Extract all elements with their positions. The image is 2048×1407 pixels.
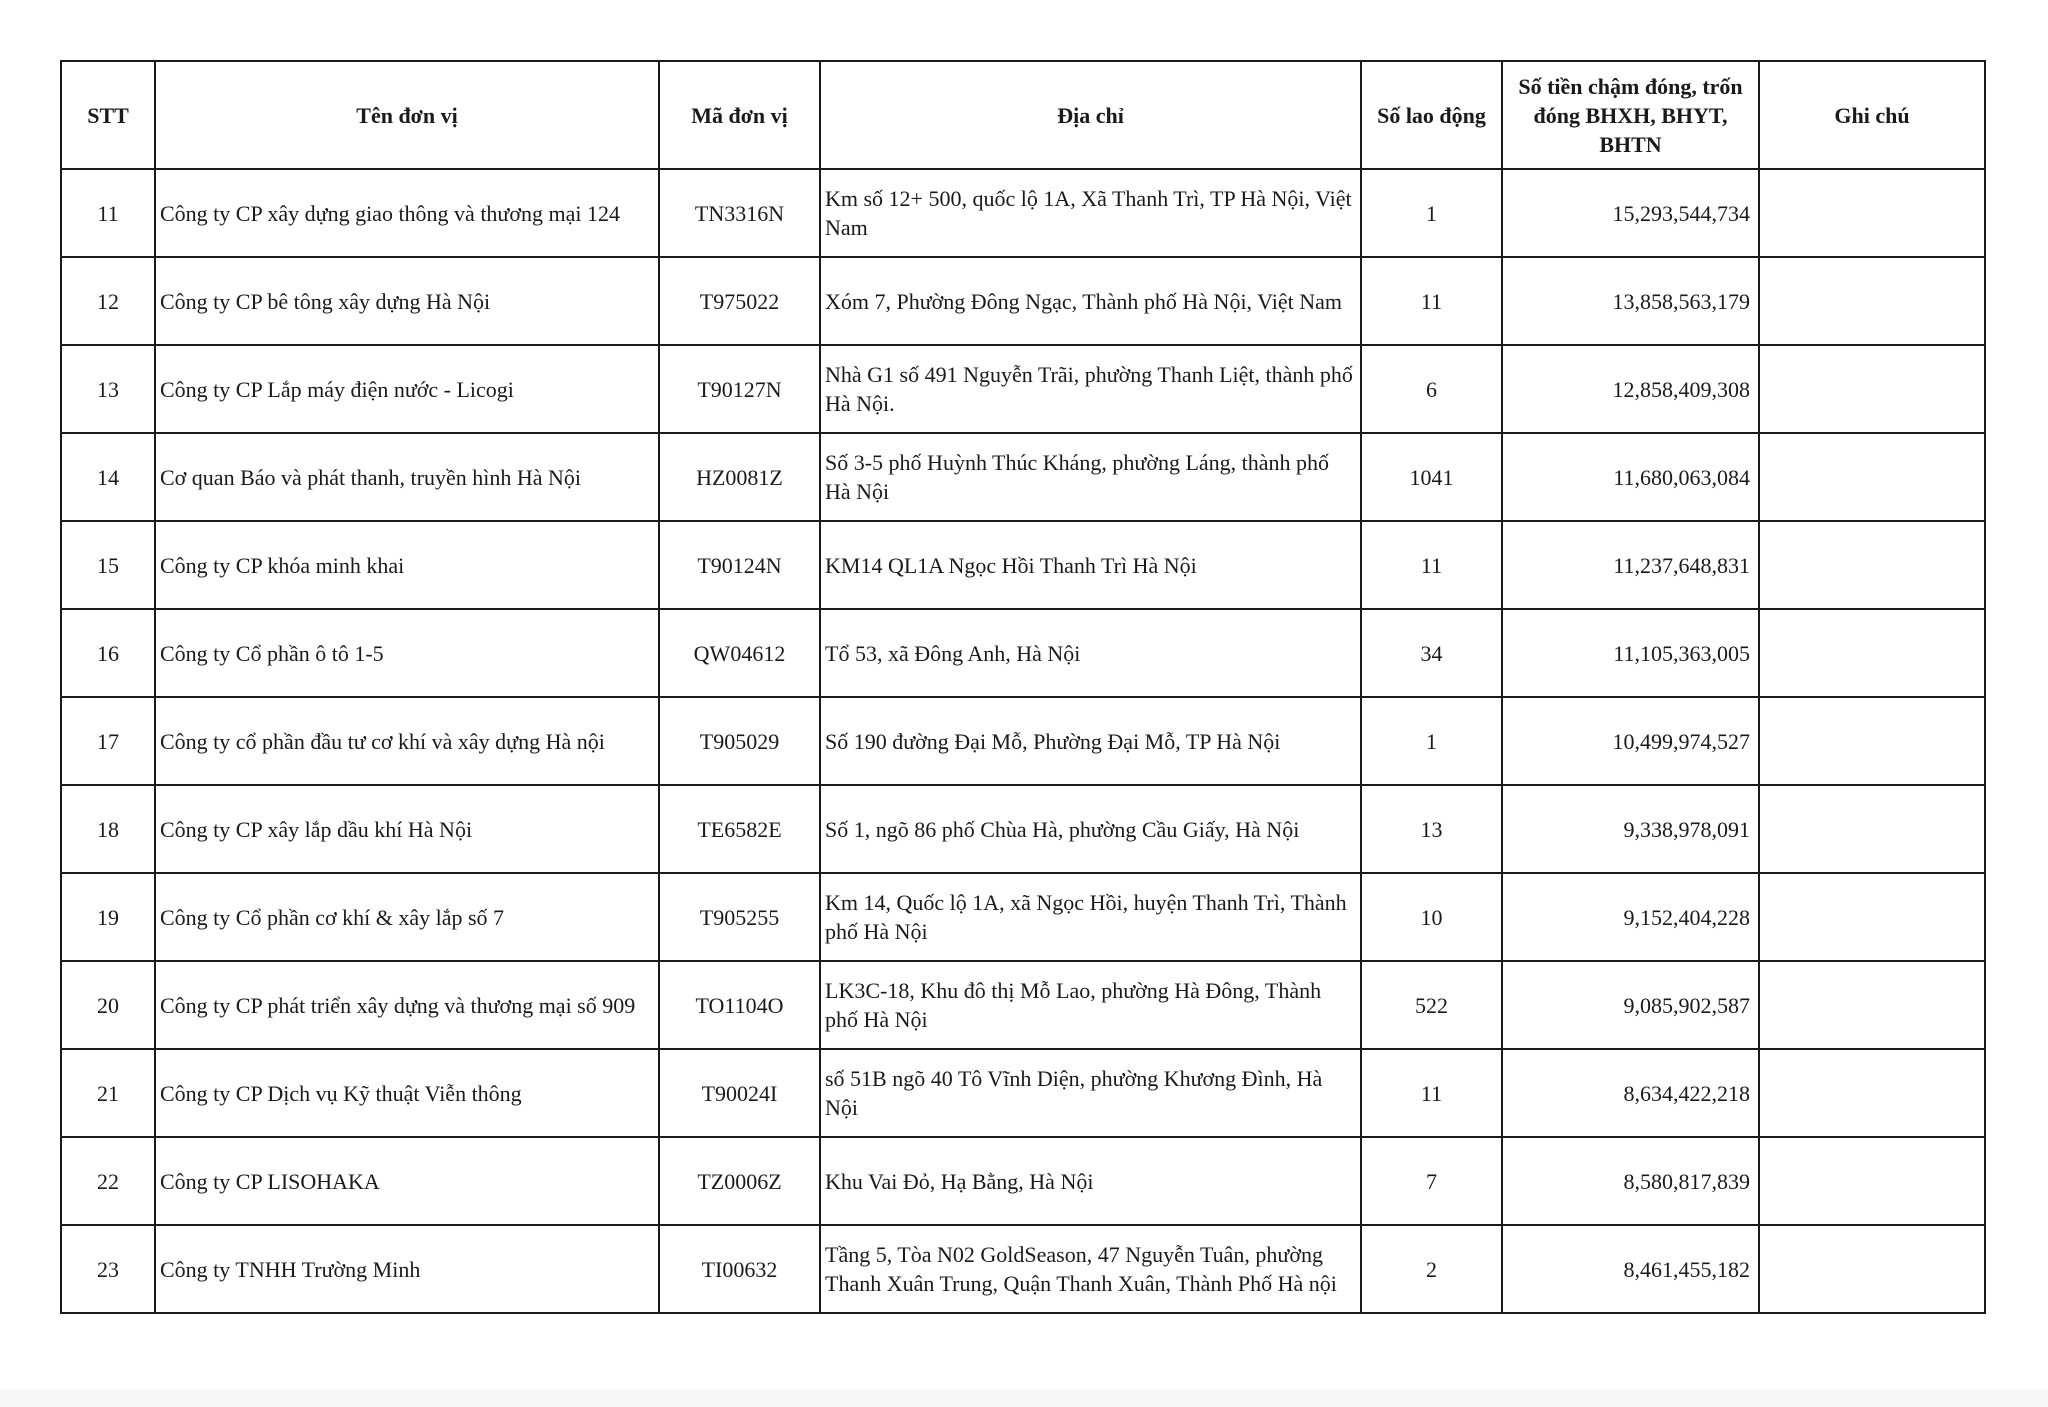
cell-stt: 13 [61,345,155,433]
cell-note [1759,169,1985,257]
cell-unit-name: Công ty CP phát triển xây dựng và thương mại số 909 [155,961,659,1049]
cell-note [1759,873,1985,961]
header-row [61,61,1985,169]
cell-unit-name: Công ty Cổ phần cơ khí & xây lắp số 7 [155,873,659,961]
cell-unit-name: Công ty CP Dịch vụ Kỹ thuật Viễn thông [155,1049,659,1137]
table-row [61,1137,1985,1225]
table-row [61,257,1985,345]
cell-stt: 16 [61,609,155,697]
cell-workers: 1041 [1361,433,1502,521]
cell-unit-code: HZ0081Z [659,433,820,521]
cell-unit-code: TN3316N [659,169,820,257]
cell-workers: 13 [1361,785,1502,873]
debt-table [60,60,1986,1314]
cell-note [1759,961,1985,1049]
cell-unit-code: QW04612 [659,609,820,697]
cell-unit-code: T90124N [659,521,820,609]
cell-unit-code: TZ0006Z [659,1137,820,1225]
cell-note [1759,345,1985,433]
cell-unit-name: Công ty CP bê tông xây dựng Hà Nội [155,257,659,345]
cell-amount: 8,461,455,182 [1502,1225,1759,1313]
cell-address: Km 14, Quốc lộ 1A, xã Ngọc Hồi, huyện Thanh Trì, Thành phố Hà Nội [820,873,1361,961]
header-address: Địa chỉ [820,61,1361,169]
cell-unit-name: Công ty CP LISOHAKA [155,1137,659,1225]
cell-workers: 1 [1361,697,1502,785]
cell-note [1759,785,1985,873]
cell-unit-code: TI00632 [659,1225,820,1313]
cell-workers: 2 [1361,1225,1502,1313]
table-row [61,873,1985,961]
cell-note [1759,1049,1985,1137]
cell-workers: 1 [1361,169,1502,257]
cell-unit-code: T90127N [659,345,820,433]
cell-stt: 21 [61,1049,155,1137]
table-row [61,169,1985,257]
header-stt: STT [61,61,155,169]
cell-address: Khu Vai Đỏ, Hạ Bằng, Hà Nội [820,1137,1361,1225]
cell-workers: 7 [1361,1137,1502,1225]
cell-amount: 15,293,544,734 [1502,169,1759,257]
cell-amount: 9,338,978,091 [1502,785,1759,873]
cell-unit-code: T905255 [659,873,820,961]
cell-workers: 11 [1361,1049,1502,1137]
cell-address: số 51B ngõ 40 Tô Vĩnh Diện, phường Khương Đình, Hà Nội [820,1049,1361,1137]
cell-unit-code: T975022 [659,257,820,345]
header-note: Ghi chú [1759,61,1985,169]
table-row [61,1049,1985,1137]
cell-address: Xóm 7, Phường Đông Ngạc, Thành phố Hà Nội, Việt Nam [820,257,1361,345]
cell-workers: 11 [1361,257,1502,345]
cell-address: Số 190 đường Đại Mỗ, Phường Đại Mỗ, TP Hà Nội [820,697,1361,785]
cell-workers: 6 [1361,345,1502,433]
cell-note [1759,1225,1985,1313]
table-row [61,1225,1985,1313]
cell-unit-code: T90024I [659,1049,820,1137]
cell-unit-code: TO1104O [659,961,820,1049]
cell-unit-code: TE6582E [659,785,820,873]
cell-unit-name: Công ty CP xây lắp dầu khí Hà Nội [155,785,659,873]
cell-unit-name: Công ty CP Lắp máy điện nước - Licogi [155,345,659,433]
cell-unit-name: Công ty Cổ phần ô tô 1-5 [155,609,659,697]
cell-note [1759,609,1985,697]
cell-amount: 11,237,648,831 [1502,521,1759,609]
cell-note [1759,433,1985,521]
cell-stt: 17 [61,697,155,785]
cell-unit-code: T905029 [659,697,820,785]
table-header [61,61,1985,169]
cell-amount: 9,152,404,228 [1502,873,1759,961]
cell-address: Tổ 53, xã Đông Anh, Hà Nội [820,609,1361,697]
cell-unit-name: Công ty CP xây dựng giao thông và thương mại 124 [155,169,659,257]
cell-amount: 12,858,409,308 [1502,345,1759,433]
table-row [61,697,1985,785]
cell-address: Nhà G1 số 491 Nguyễn Trãi, phường Thanh Liệt, thành phố Hà Nội. [820,345,1361,433]
cell-amount: 13,858,563,179 [1502,257,1759,345]
page-bottom-edge [0,1390,2048,1407]
header-code: Mã đơn vị [659,61,820,169]
cell-address: KM14 QL1A Ngọc Hồi Thanh Trì Hà Nội [820,521,1361,609]
cell-amount: 11,680,063,084 [1502,433,1759,521]
cell-note [1759,257,1985,345]
cell-amount: 11,105,363,005 [1502,609,1759,697]
cell-amount: 10,499,974,527 [1502,697,1759,785]
table-row [61,785,1985,873]
cell-address: Số 1, ngõ 86 phố Chùa Hà, phường Cầu Giấy, Hà Nội [820,785,1361,873]
cell-workers: 11 [1361,521,1502,609]
cell-stt: 14 [61,433,155,521]
table-row [61,433,1985,521]
table-row [61,609,1985,697]
cell-unit-name: Cơ quan Báo và phát thanh, truyền hình Hà Nội [155,433,659,521]
cell-workers: 34 [1361,609,1502,697]
cell-address: LK3C-18, Khu đô thị Mỗ Lao, phường Hà Đông, Thành phố Hà Nội [820,961,1361,1049]
table-row [61,521,1985,609]
table-row [61,345,1985,433]
cell-unit-name: Công ty TNHH Trường Minh [155,1225,659,1313]
cell-note [1759,1137,1985,1225]
cell-address: Tầng 5, Tòa N02 GoldSeason, 47 Nguyễn Tuân, phường Thanh Xuân Trung, Quận Thanh Xuân, Thành Phố Hà nội [820,1225,1361,1313]
cell-unit-name: Công ty CP khóa minh khai [155,521,659,609]
cell-address: Số 3-5 phố Huỳnh Thúc Kháng, phường Láng, thành phố Hà Nội [820,433,1361,521]
header-workers: Số lao động [1361,61,1502,169]
cell-stt: 15 [61,521,155,609]
cell-amount: 9,085,902,587 [1502,961,1759,1049]
cell-stt: 18 [61,785,155,873]
cell-amount: 8,580,817,839 [1502,1137,1759,1225]
table-row [61,961,1985,1049]
cell-note [1759,521,1985,609]
cell-stt: 20 [61,961,155,1049]
cell-note [1759,697,1985,785]
document-sheet [60,60,1984,1314]
cell-workers: 10 [1361,873,1502,961]
cell-stt: 19 [61,873,155,961]
cell-unit-name: Công ty cổ phần đầu tư cơ khí và xây dựng Hà nội [155,697,659,785]
cell-stt: 11 [61,169,155,257]
header-amount: Số tiền chậm đóng, trốn đóng BHXH, BHYT, BHTN [1502,61,1759,169]
table-body [61,169,1985,1313]
cell-amount: 8,634,422,218 [1502,1049,1759,1137]
cell-stt: 22 [61,1137,155,1225]
cell-stt: 12 [61,257,155,345]
cell-stt: 23 [61,1225,155,1313]
cell-address: Km số 12+ 500, quốc lộ 1A, Xã Thanh Trì, TP Hà Nội, Việt Nam [820,169,1361,257]
header-name: Tên đơn vị [155,61,659,169]
cell-workers: 522 [1361,961,1502,1049]
